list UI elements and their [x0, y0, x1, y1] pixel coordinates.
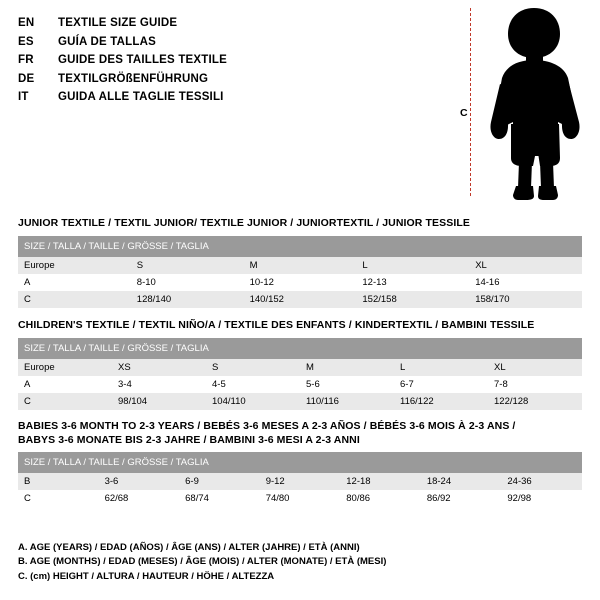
language-title-block	[18, 14, 438, 107]
junior-europe-s: S	[131, 257, 244, 274]
children-row-label-a: A	[18, 376, 112, 393]
language-title-it: GUIDA ALLE TAGLIE TESSILI	[58, 91, 224, 103]
junior-europe-l: L	[356, 257, 469, 274]
junior-row-label-europe: Europe	[18, 257, 131, 274]
junior-c-s: 128/140	[131, 291, 244, 308]
section-title-babies	[18, 420, 515, 447]
babies-c-5: 86/92	[421, 490, 502, 507]
language-row-de	[18, 70, 438, 89]
height-measure-line	[470, 8, 471, 196]
table-row	[18, 393, 582, 410]
children-c-xl: 122/128	[488, 393, 582, 410]
language-row-es	[18, 33, 438, 52]
babies-size-header: SIZE / TALLA / TAILLE / GRÖSSE / TAGLIA	[18, 452, 582, 473]
toddler-silhouette-icon	[480, 6, 590, 201]
table-row	[18, 257, 582, 274]
language-code-de: DE	[18, 72, 35, 85]
footnote-b: B. AGE (MONTHS) / EDAD (MESES) / ÂGE (MOIS) / ALTER (MONATE) / ETÀ (MESI)	[18, 556, 387, 567]
legend-footnotes	[18, 541, 386, 585]
children-a-xl: 7-8	[488, 376, 582, 393]
children-c-s: 104/110	[206, 393, 300, 410]
babies-b-6: 24-36	[501, 473, 582, 490]
children-row-label-c: C	[18, 393, 112, 410]
language-code-it: IT	[18, 91, 29, 103]
language-row-en	[18, 14, 438, 33]
table-junior	[18, 236, 582, 308]
children-a-xs: 3-4	[112, 376, 206, 393]
junior-a-xl: 14-16	[469, 274, 582, 291]
table-row	[18, 236, 582, 257]
language-row-it	[18, 88, 438, 107]
language-code-fr: FR	[18, 54, 34, 66]
babies-b-5: 18-24	[421, 473, 502, 490]
junior-c-l: 152/158	[356, 291, 469, 308]
babies-c-1: 62/68	[99, 490, 180, 507]
junior-europe-xl: XL	[469, 257, 582, 274]
junior-a-l: 12-13	[356, 274, 469, 291]
language-code-en: EN	[18, 17, 35, 29]
children-a-m: 5-6	[300, 376, 394, 393]
junior-c-m: 140/152	[244, 291, 357, 308]
footnote-c: C. (cm) HEIGHT / ALTURA / HAUTEUR / HÖHE / ALTEZZA	[18, 570, 275, 582]
babies-c-6: 92/98	[501, 490, 582, 507]
babies-b-2: 6-9	[179, 473, 260, 490]
babies-c-3: 74/80	[260, 490, 341, 507]
junior-europe-m: M	[244, 257, 357, 274]
table-row	[18, 274, 582, 291]
junior-a-s: 8-10	[131, 274, 244, 291]
table-children	[18, 338, 582, 410]
measure-label-c: C	[460, 107, 468, 119]
junior-c-xl: 158/170	[469, 291, 582, 308]
junior-a-m: 10-12	[244, 274, 357, 291]
babies-b-1: 3-6	[99, 473, 180, 490]
section-title-babies-line1: BABIES 3-6 MONTH TO 2-3 YEARS / BEBÉS 3-6 MESES A 2-3 AÑOS / BÉBÉS 3-6 MOIS À 2-3 ANS /	[18, 420, 516, 432]
babies-c-2: 68/74	[179, 490, 260, 507]
language-row-fr	[18, 51, 438, 70]
children-europe-s: S	[206, 359, 300, 376]
children-europe-xs: XS	[112, 359, 206, 376]
measurement-figure	[440, 0, 600, 205]
table-row	[18, 473, 582, 490]
babies-row-label-c: C	[18, 490, 99, 507]
children-size-header: SIZE / TALLA / TAILLE / GRÖSSE / TAGLIA	[18, 338, 582, 359]
children-c-l: 116/122	[394, 393, 488, 410]
children-a-l: 6-7	[394, 376, 488, 393]
babies-row-label-b: B	[18, 473, 99, 490]
children-c-xs: 98/104	[112, 393, 206, 410]
children-europe-l: L	[394, 359, 488, 376]
section-title-junior: JUNIOR TEXTILE / TEXTIL JUNIOR/ TEXTILE JUNIOR / JUNIORTEXTIL / JUNIOR TESSILE	[18, 217, 470, 229]
table-row	[18, 490, 582, 507]
children-a-s: 4-5	[206, 376, 300, 393]
table-row	[18, 291, 582, 308]
babies-b-3: 9-12	[260, 473, 341, 490]
children-c-m: 110/116	[300, 393, 394, 410]
table-row	[18, 359, 582, 376]
language-code-es: ES	[18, 35, 34, 48]
babies-c-4: 80/86	[340, 490, 421, 507]
section-title-babies-line2: BABYS 3-6 MONATE BIS 2-3 JAHRE / BAMBINI 3-6 MESI A 2-3 ANNI	[18, 433, 360, 446]
section-title-children: CHILDREN'S TEXTILE / TEXTIL NIÑO/A / TEXTILE DES ENFANTS / KINDERTEXTIL / BAMBINI TESSILE	[18, 319, 535, 331]
table-row	[18, 338, 582, 359]
babies-b-4: 12-18	[340, 473, 421, 490]
table-row	[18, 376, 582, 393]
table-babies	[18, 452, 582, 507]
junior-size-header: SIZE / TALLA / TAILLE / GRÖSSE / TAGLIA	[18, 236, 582, 257]
table-row	[18, 452, 582, 473]
language-title-de: TEXTILGRÖßENFÜHRUNG	[58, 72, 209, 85]
junior-row-label-c: C	[18, 291, 131, 308]
children-row-label-europe: Europe	[18, 359, 112, 376]
junior-row-label-a: A	[18, 274, 131, 291]
children-europe-xl: XL	[488, 359, 582, 376]
language-title-en: TEXTILE SIZE GUIDE	[58, 17, 178, 29]
language-title-fr: GUIDE DES TAILLES TEXTILE	[58, 54, 227, 66]
language-title-es: GUÍA DE TALLAS	[58, 35, 156, 48]
children-europe-m: M	[300, 359, 394, 376]
footnote-a: A. AGE (YEARS) / EDAD (AÑOS) / ÂGE (ANS) / ALTER (JAHRE) / ETÀ (ANNI)	[18, 541, 360, 553]
